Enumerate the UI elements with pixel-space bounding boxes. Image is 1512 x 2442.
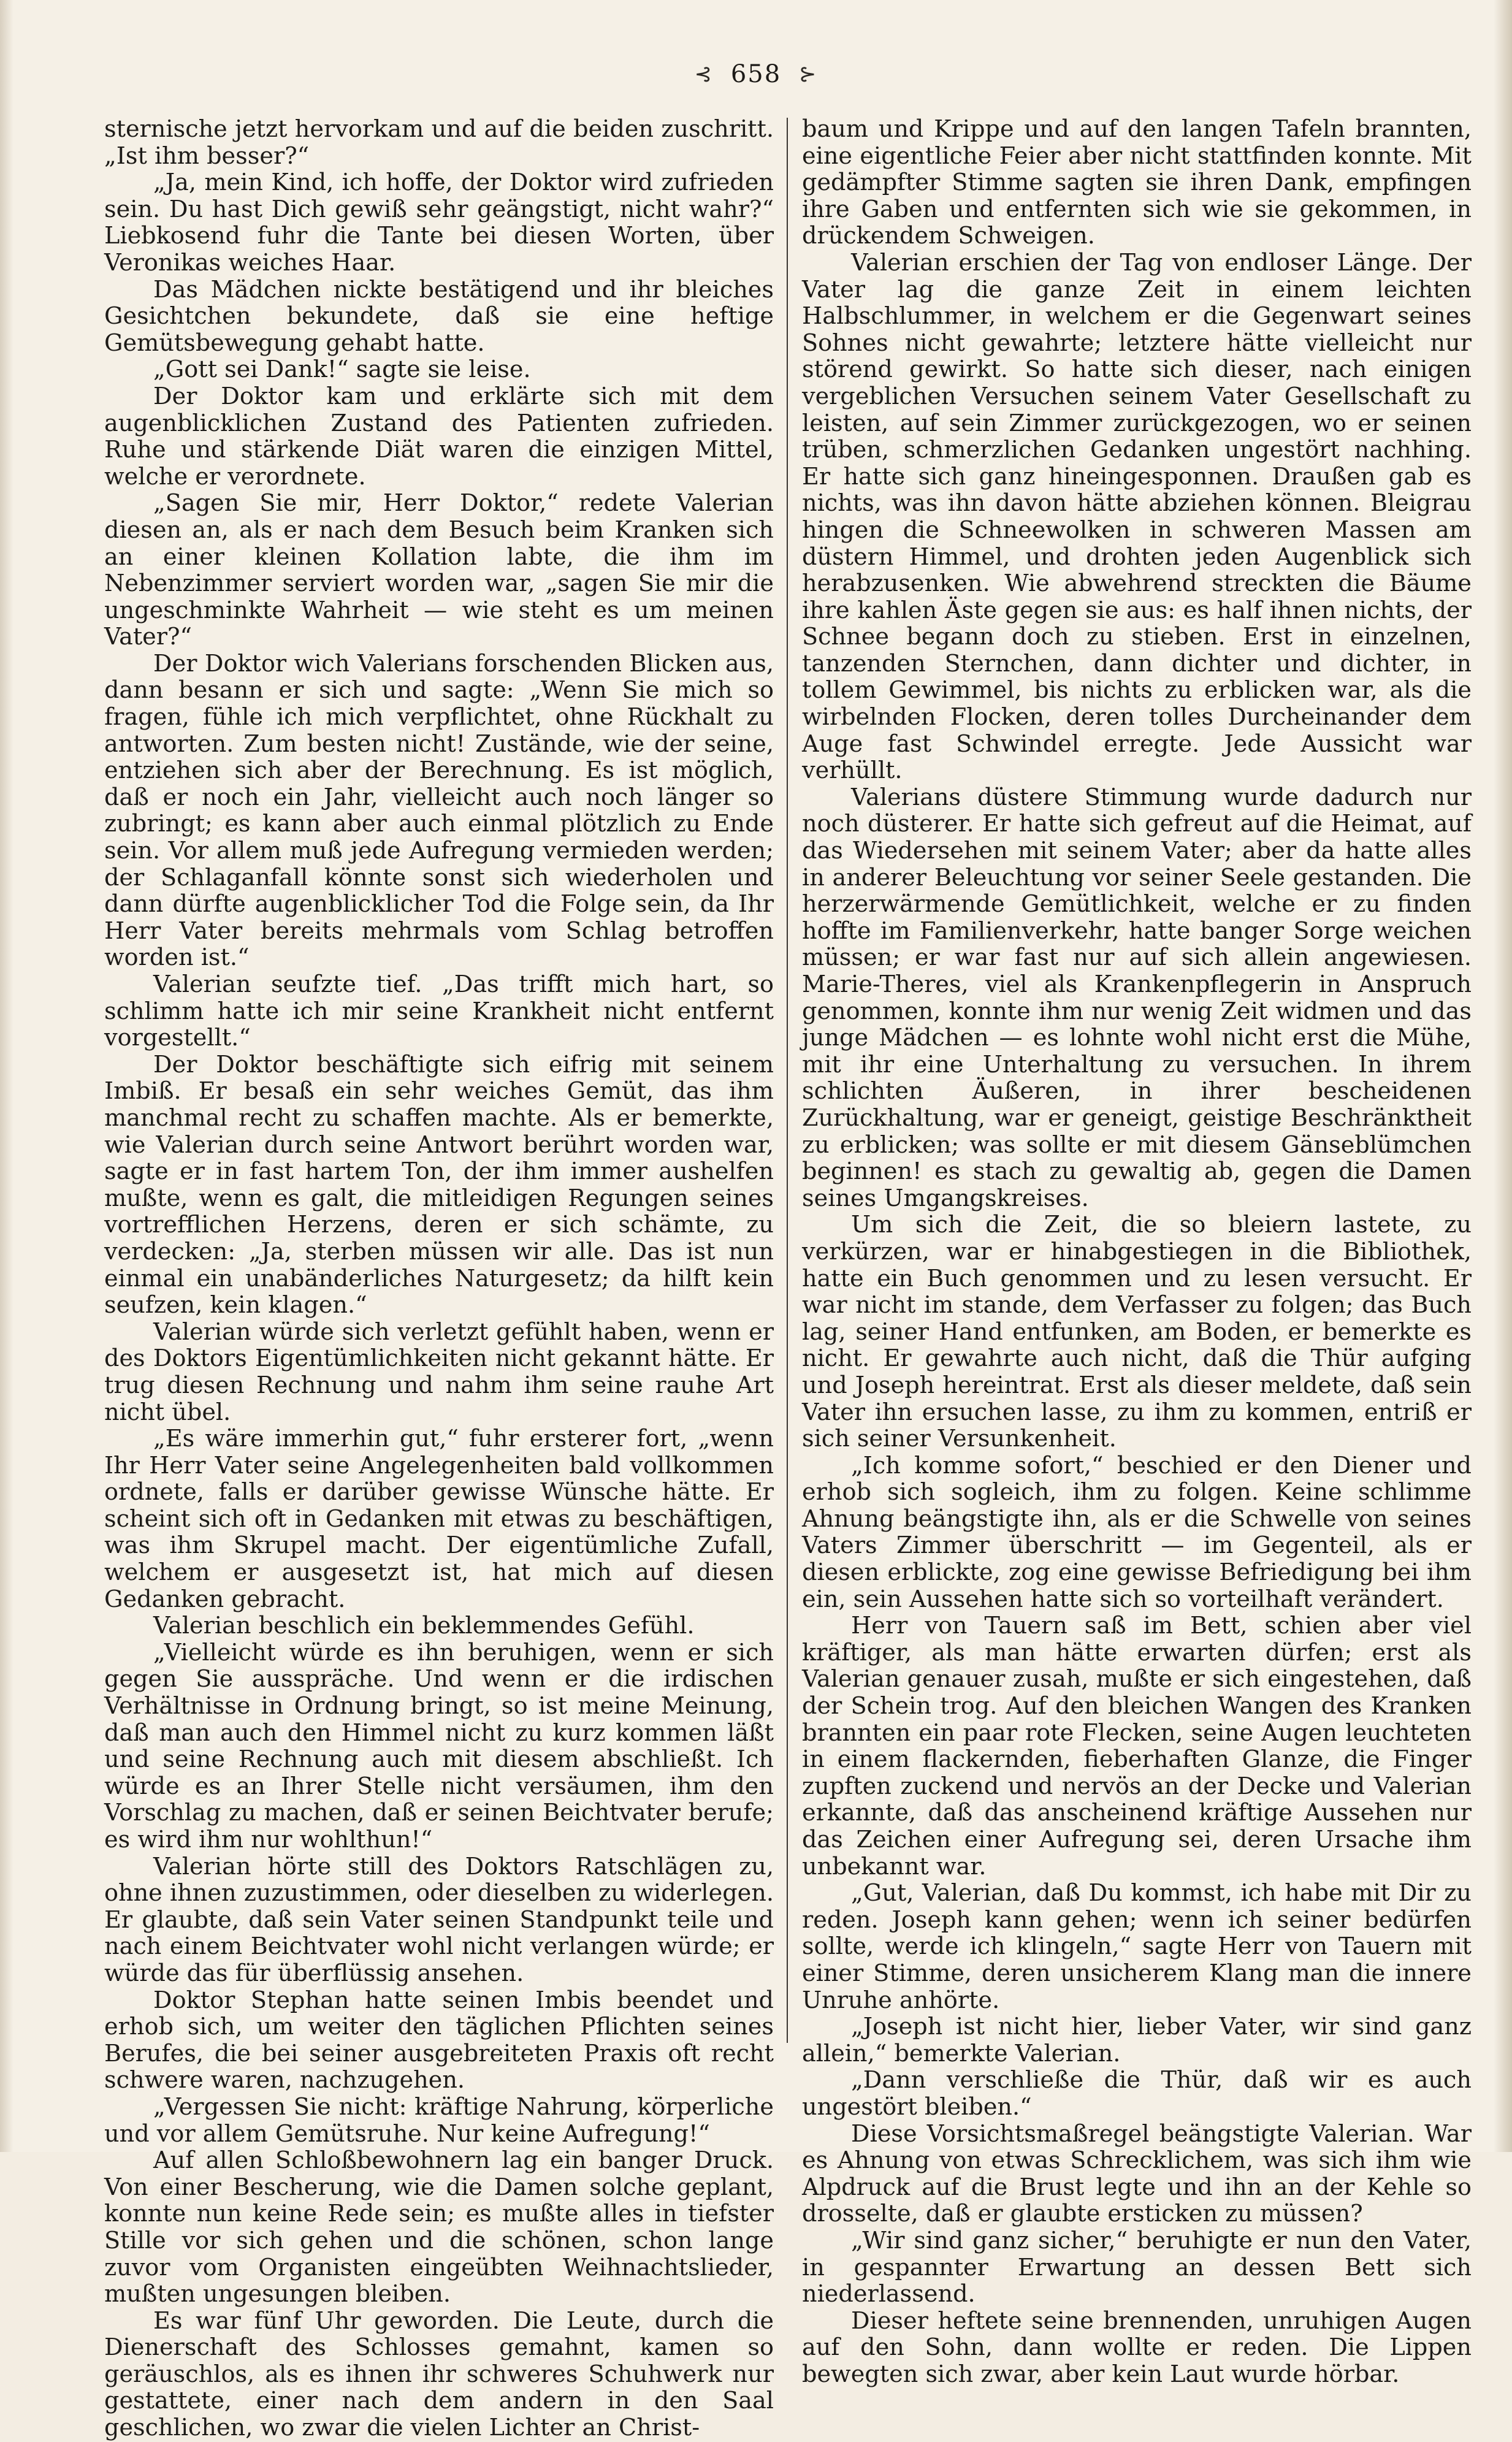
paragraph: „Ja, mein Kind, ich hoffe, der Doktor wird zufrieden sein. Du hast Dich gewiß sehr geängstigt, nicht wahr?“ Liebkosend fuhr die Tante bei diesen Worten, über Veronikas weiches Haar. bbox=[104, 169, 774, 277]
paragraph: baum und Krippe und auf den langen Tafeln brannten, eine eigentliche Feier aber nicht stattfinden konnte. Mit gedämpfter Stimme sagten sie ihren Dank, empfingen ihre Gaben und entfernten sich wie sie gekommen, in drückendem Schweigen. bbox=[802, 116, 1472, 250]
paragraph: Der Doktor wich Valerians forschenden Blicken aus, dann besann er sich und sagte: „Wenn Sie mich so fragen, fühle ich mich verpflichtet, ohne Rückhalt zu antworten. Zum besten nicht! Zustände, wie der seine, entziehen sich aber der Berechnung. Es ist möglich, daß er noch ein Jahr, vielleicht auch noch länger so zubringt; es kann aber auch einmal plötzlich zu Ende sein. Vor allem muß jede Aufregung vermieden werden; der Schlaganfall könnte sonst sich wiederholen und dann dürfte augenblicklicher Tod die Folge sein, da Ihr Herr Vater bereits mehrmals vom Schlag betroffen worden ist.“ bbox=[104, 650, 774, 972]
paragraph: „Gut, Valerian, daß Du kommst, ich habe mit Dir zu reden. Joseph kann gehen; wenn ich seiner bedürfen sollte, werde ich klingeln,“ sagte Herr von Tauern mit einer Stimme, deren unsicherem Klang man die innere Unruhe anhörte. bbox=[802, 1880, 1472, 2014]
paragraph: „Wir sind ganz sicher,“ beruhigte er nun den Vater, in gespannter Erwartung an dessen Bett sich niederlassend. bbox=[802, 2227, 1472, 2308]
paragraph: „Dann verschließe die Thür, daß wir es auch ungestört bleiben.“ bbox=[802, 2067, 1472, 2121]
paragraph: Valerian hörte still des Doktors Ratschlägen zu, ohne ihnen zuzustimmen, oder dieselben zu widerlegen. Er glaubte, daß sein Vater seinen Standpunkt teile und nach einem Beichtvater wohl nicht verlangen würde; er würde das für überflüssig ansehen. bbox=[104, 1853, 774, 1987]
left-column bbox=[104, 116, 774, 2442]
page-edge-right bbox=[1494, 0, 1512, 2152]
paragraph: „Joseph ist nicht hier, lieber Vater, wir sind ganz allein,“ bemerkte Valerian. bbox=[802, 2013, 1472, 2067]
paragraph: Valerian beschlich ein beklemmendes Gefühl. bbox=[153, 1612, 695, 1640]
page-header bbox=[0, 59, 1512, 90]
paragraph: sternische jetzt hervorkam und auf die beiden zuschritt. „Ist ihm besser?“ bbox=[104, 116, 774, 170]
paragraph: Valerians düstere Stimmung wurde dadurch nur noch düsterer. Er hatte sich gefreut auf die Heimat, auf das Wiedersehen mit seinem Vater; aber da hatte alles in anderer Beleuchtung vor seiner Seele gestanden. Die herzerwärmende Gemütlichkeit, welche er zu finden hoffte im Familienverkehr, hatte banger Sorge weichen müssen; er war fast nur auf sich allein angewiesen. Marie-Theres, viel als Krankenpflegerin in Anspruch genommen, konnte ihm nur wenig Zeit widmen und das junge Mädchen — es lohnte wohl nicht erst die Mühe, mit ihr eine Unterhaltung zu versuchen. In ihrem schlichten Äußeren, in ihrer bescheidenen Zurückhaltung, war er geneigt, geistige Beschränktheit zu erblicken; was sollte er mit diesem Gänseblümchen beginnen! es stach zu gewaltig ab, gegen die Damen seines Umgangskreises. bbox=[802, 784, 1472, 1212]
paragraph: Der Doktor beschäftigte sich eifrig mit seinem Imbiß. Er besaß ein sehr weiches Gemüt, das ihm manchmal recht zu schaffen machte. Als er bemerkte, wie Valerian durch seine Antwort berührt worden war, sagte er in fast hartem Ton, der ihm immer aushelfen mußte, wenn es galt, die mitleidigen Regungen seines vortrefflichen Herzens, deren er sich schämte, zu verdecken: „Ja, sterben müssen wir alle. Das ist nun einmal ein unabänderliches Naturgesetz; da hilft kein seufzen, kein klagen.“ bbox=[104, 1051, 774, 1319]
paragraph: Es war fünf Uhr geworden. Die Leute, durch die Dienerschaft des Schlosses gemahnt, kamen so geräuschlos, als es ihnen ihr schweres Schuhwerk nur gestattete, einer nach dem andern in den Saal geschlichen, wo zwar die vielen Lichter an Christ- bbox=[104, 2307, 774, 2442]
right-column bbox=[802, 116, 1472, 2388]
paragraph: Der Doktor kam und erklärte sich mit dem augenblicklichen Zustand des Patienten zufrieden. Ruhe und stärkende Diät waren die einzigen Mittel, welche er verordnete. bbox=[104, 383, 774, 490]
page-number: 658 bbox=[730, 60, 782, 88]
paragraph: „Sagen Sie mir, Herr Doktor,“ redete Valerian diesen an, als er nach dem Besuch beim Kranken sich an einer kleinen Kollation labte, die ihm im Nebenzimmer serviert worden war, „sagen Sie mir die ungeschminkte Wahrheit — wie steht es um meinen Vater?“ bbox=[104, 490, 774, 651]
paragraph: Um sich die Zeit, die so bleiern lastete, zu verkürzen, war er hinabgestiegen in die Bibliothek, hatte ein Buch genommen und zu lesen versucht. Er war nicht im stande, dem Verfasser zu folgen; das Buch lag, seiner Hand entfunken, am Boden, er bemerkte es nicht. Er gewahrte auch nicht, daß die Thür aufging und Joseph hereintrat. Erst als dieser meldete, daß sein Vater ihn ersuchen lasse, zu ihm zu kommen, entriß er sich seiner Versunkenheit. bbox=[802, 1211, 1472, 1453]
paragraph: Valerian erschien der Tag von endloser Länge. Der Vater lag die ganze Zeit in einem leichten Halbschlummer, in welchem er die Gegenwart seines Sohnes nicht gewahrte; letztere hätte vielleicht nur störend gewirkt. So hatte sich dieser, nach einigen vergeblichen Versuchen seinem Vater Gesellschaft zu leisten, auf sein Zimmer zurückgezogen, wo er seinen trüben, schmerzlichen Gedanken ungestört nachhing. Er hatte sich ganz hineingesponnen. Draußen gab es nichts, was ihn davon hätte abziehen können. Bleigrau hingen die Schneewolken in schweren Massen am düstern Himmel, und drohten jeden Augenblick sich herabzusenken. Wie abwehrend streckten die Bäume ihre kahlen Äste gegen sie aus: es half ihnen nichts, der Schnee begann doch zu stieben. Erst in einzelnen, tanzenden Sternchen, dann dichter und dichter, in tollem Gewimmel, bis nichts zu erblicken war, als die wirbelnden Flocken, deren tolles Durcheinander dem Auge fast Schwindel erregte. Jede Aussicht war verhüllt. bbox=[802, 249, 1472, 785]
paragraph: Valerian seufzte tief. „Das trifft mich hart, so schlimm hatte ich mir seine Krankheit nicht entfernt vorgestellt.“ bbox=[104, 971, 774, 1052]
paragraph: „Vergessen Sie nicht: kräftige Nahrung, körperliche und vor allem Gemütsruhe. Nur keine Aufregung!“ bbox=[104, 2093, 774, 2148]
page-edge-left bbox=[0, 0, 13, 2152]
left-ornament-icon: ⊰ bbox=[694, 62, 714, 86]
paragraph: „Es wäre immerhin gut,“ fuhr ersterer fort, „wenn Ihr Herr Vater seine Angelegenheiten bald vollkommen ordnete, falls er darüber gewisse Wünsche hätte. Er scheint sich oft in Gedanken mit etwas zu beschäftigen, was ihm Skrupel macht. Der eigentümliche Zufall, welchem er ausgesetzt ist, hat mich auf diesen Gedanken gebracht. bbox=[104, 1425, 774, 1613]
paragraph: Das Mädchen nickte bestätigend und ihr bleiches Gesichtchen bekundete, daß sie eine heftige Gemütsbewegung gehabt hatte. bbox=[104, 276, 774, 357]
right-ornament-icon: ⊱ bbox=[798, 62, 818, 86]
paragraph: „Gott sei Dank!“ sagte sie leise. bbox=[153, 356, 531, 384]
paragraph: Diese Vorsichtsmaßregel beängstigte Valerian. War es Ahnung von etwas Schrecklichem, was sich ihm wie Alpdruck auf die Brust legte und ihn an der Kehle so drosselte, daß er glaubte ersticken zu müssen? bbox=[802, 2120, 1472, 2228]
paragraph: Doktor Stephan hatte seinen Imbis beendet und erhob sich, um weiter den täglichen Pflichten seines Berufes, die bei seiner ausgebreiteten Praxis oft recht schwere waren, nachzugehen. bbox=[104, 1986, 774, 2094]
paragraph: Dieser heftete seine brennenden, unruhigen Augen auf den Sohn, dann wollte er reden. Die Lippen bewegten sich zwar, aber kein Laut wurde hörbar. bbox=[802, 2307, 1472, 2388]
column-divider bbox=[787, 118, 788, 2043]
paragraph: Valerian würde sich verletzt gefühlt haben, wenn er des Doktors Eigentümlichkeiten nicht gekannt hätte. Er trug diesen Rechnung und nahm ihm seine rauhe Art nicht übel. bbox=[104, 1318, 774, 1426]
paragraph: Herr von Tauern saß im Bett, schien aber viel kräftiger, als man hätte erwarten dürfen; erst als Valerian genauer zusah, mußte er sich eingestehen, daß der Schein trog. Auf den bleichen Wangen des Kranken brannten ein paar rote Flecken, seine Augen leuchteten in einem flackernden, fieberhaften Glanze, die Finger zupften zuckend und nervös an der Decke und Valerian erkannte, daß das anscheinend kräftige Aussehen nur das Zeichen einer Aufregung sei, deren Ursache ihm unbekannt war. bbox=[802, 1612, 1472, 1880]
paragraph: Auf allen Schloßbewohnern lag ein banger Druck. Von einer Bescherung, wie die Damen solche geplant, konnte nun keine Rede sein; es mußte alles in tiefster Stille vor sich gehen und die schönen, schon lange zuvor vom Organisten eingeübten Weihnachtslieder, mußten ungesungen bleiben. bbox=[104, 2147, 774, 2308]
paragraph: „Ich komme sofort,“ beschied er den Diener und erhob sich sogleich, ihm zu folgen. Keine schlimme Ahnung beängstigte ihn, als er die Schwelle von seines Vaters Zimmer überschritt — im Gegenteil, als er diesen erblickte, zog eine gewisse Befriedigung bei ihm ein, sein Aussehen hatte sich so vorteilhaft verändert. bbox=[802, 1452, 1472, 1613]
paragraph: „Vielleicht würde es ihn beruhigen, wenn er sich gegen Sie ausspräche. Und wenn er die irdischen Verhältnisse in Ordnung bringt, so ist meine Meinung, daß man auch den Himmel nicht zu kurz kommen läßt und seine Rechnung auch mit diesem abschließt. Ich würde es an Ihrer Stelle nicht versäumen, ihm den Vorschlag zu machen, daß er seinen Beichtvater berufe; es wird ihm nur wohlthun!“ bbox=[104, 1639, 774, 1853]
